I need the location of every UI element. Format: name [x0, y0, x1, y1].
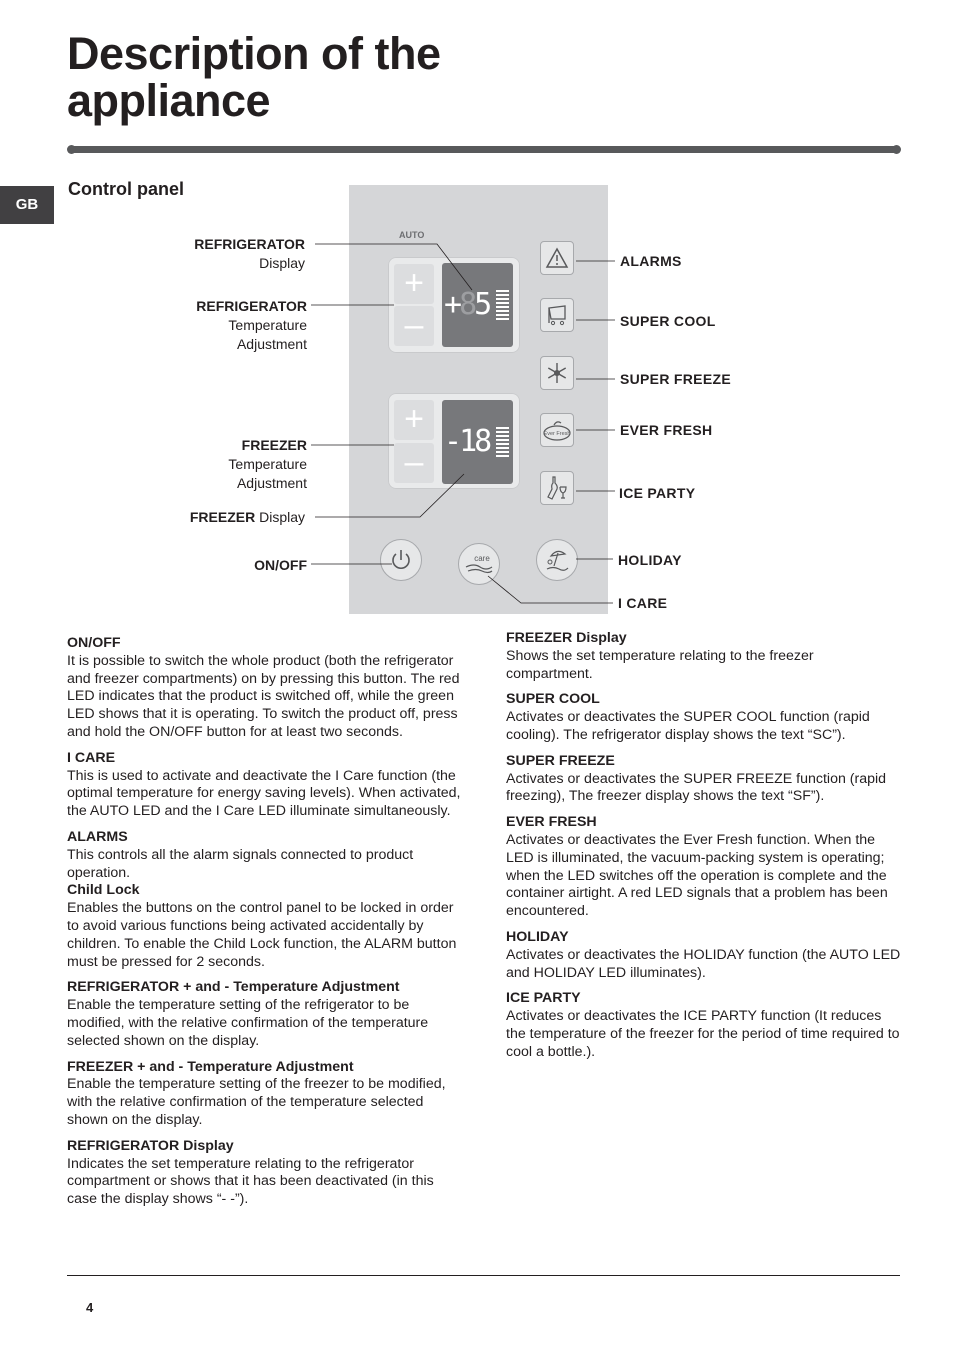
label-refrigerator-display-sub: Display [259, 255, 305, 271]
desc-text: Shows the set temperature relating to the freezer compartment. [506, 647, 814, 682]
label-freezer-display-bold: FREEZER [189, 509, 256, 525]
holiday-button[interactable] [536, 539, 578, 581]
label-refrigerator-temp [196, 297, 307, 354]
refrigerator-plus-button[interactable]: + [394, 264, 434, 304]
desc-block [506, 929, 901, 982]
desc-text: Activates or deactivates the HOLIDAY function (the AUTO LED and HOLIDAY LED illuminates). [506, 946, 901, 981]
desc-heading: EVER FRESH [506, 814, 597, 831]
refrigerator-display-sign: + [444, 287, 460, 322]
freezer-display-readout [444, 424, 490, 459]
i-care-icon-text: care [474, 554, 490, 563]
label-freezer-temp-bold: FREEZER [241, 437, 307, 453]
desc-block [67, 1138, 462, 1209]
label-freezer-temp [228, 436, 307, 493]
label-refrigerator-temp-sub2: Adjustment [236, 336, 307, 352]
i-care-button[interactable] [458, 543, 500, 585]
desc-text: It is possible to switch the whole product (both the refrigerator and freezer compartments) on by pressing this button. The red LED indicates that the product is switched off, while the green LED shows that it is operating. To switch the product off, press and hold the ON/OFF button for at least two seconds. [67, 652, 460, 740]
label-super-freeze: SUPER FREEZE [620, 371, 731, 387]
desc-heading: ICE PARTY [506, 990, 581, 1007]
warning-triangle-icon [545, 247, 569, 269]
title-divider [70, 146, 898, 153]
vacuum-container-icon [542, 418, 572, 442]
desc-heading: REFRIGERATOR Display [67, 1137, 234, 1154]
alarms-button[interactable] [540, 241, 574, 275]
freezer-plus-button[interactable]: + [394, 400, 434, 440]
ever-fresh-button[interactable] [540, 413, 574, 447]
refrigerator-level-bars [496, 290, 509, 322]
desc-heading: FREEZER Display [506, 630, 627, 646]
on-off-button[interactable] [380, 539, 422, 581]
desc-heading: FREEZER + and - Temperature Adjustment [67, 1058, 354, 1075]
desc-heading: SUPER COOL [506, 691, 600, 708]
super-cool-button[interactable] [540, 298, 574, 332]
desc-text: Enable the temperature setting of the refrigerator to be modified, with the relative confirmation of the temperature selected shown on the display. [67, 997, 429, 1049]
bottle-glass-icon [545, 475, 569, 501]
desc-heading: SUPER FREEZE [506, 752, 615, 769]
ice-party-button[interactable] [540, 471, 574, 505]
label-alarms: ALARMS [620, 253, 682, 269]
desc-block [506, 753, 901, 806]
cart-icon [545, 303, 569, 327]
label-freezer-display [190, 508, 305, 527]
left-description-column [67, 635, 462, 1217]
freezer-level-bars [496, 427, 509, 459]
label-refrigerator-temp-bold: REFRIGERATOR [196, 298, 307, 314]
desc-block [67, 750, 462, 821]
label-refrigerator-display-bold: REFRIGERATOR [194, 236, 305, 252]
label-super-cool: SUPER COOL [620, 313, 716, 329]
label-freezer-temp-sub1: Temperature [228, 456, 307, 472]
section-heading: Control panel [68, 179, 184, 199]
desc-text: This controls all the alarm signals connected to product operation. [67, 846, 414, 881]
desc-block [67, 635, 462, 742]
page-title: Description of the appliance [67, 28, 441, 126]
snowflake-icon [545, 361, 569, 385]
freezer-display-value: 18 [459, 424, 490, 459]
desc-block [506, 814, 901, 921]
desc-block [506, 630, 901, 683]
footer-divider [67, 1275, 900, 1276]
refrigerator-display-ghost-digit: 8 [459, 287, 475, 322]
power-icon [388, 547, 414, 573]
label-ever-fresh: EVER FRESH [620, 422, 713, 438]
desc-heading: REFRIGERATOR + and - Temperature Adjustment [67, 979, 400, 996]
label-freezer-display-sub: Display [255, 509, 305, 525]
ever-fresh-icon-text: Ever Fresh [543, 431, 571, 437]
right-description-column [506, 630, 901, 1070]
desc-text: Activates or deactivates the SUPER FREEZE function (rapid freezing), The freezer display shows the text “SF”). [506, 770, 887, 805]
label-on-off: ON/OFF [254, 557, 307, 573]
desc-heading: ALARMS [67, 828, 128, 845]
desc-block [67, 829, 462, 882]
desc-text: Activates or deactivates the ICE PARTY function (It reduces the temperature of the freezer for the period of time required to cool a bottle.). [506, 1008, 900, 1060]
desc-heading: I CARE [67, 749, 116, 766]
desc-block [67, 882, 462, 971]
desc-text: Activates or deactivates the Ever Fresh function. When the LED is illuminated, the vacuum-packing system is operating; when the LED switches off the operation is complete and the container airtight. A red LED signals that a problem has been encountered. [506, 831, 888, 920]
label-ice-party: ICE PARTY [619, 485, 696, 501]
desc-heading: ON/OFF [67, 635, 121, 651]
hand-care-icon [462, 549, 496, 579]
desc-block [67, 1059, 462, 1130]
page-number: 4 [86, 1300, 94, 1315]
desc-block [67, 979, 462, 1050]
beach-umbrella-icon [543, 546, 571, 574]
desc-heading: HOLIDAY [506, 928, 569, 945]
desc-text: Indicates the set temperature relating to the refrigerator compartment or shows that it has been deactivated (in this case the display shows “- -”). [67, 1155, 434, 1208]
desc-text: This is used to activate and deactivate the I Care function (the optimal temperature for energy saving levels). When activated, the AUTO LED and the I Care LED illuminate simultaneously. [67, 767, 461, 820]
label-refrigerator-temp-sub1: Temperature [228, 317, 307, 333]
label-refrigerator-display [194, 235, 305, 273]
label-i-care: I CARE [618, 595, 668, 611]
freezer-display-sign: - [444, 424, 460, 459]
language-tab: GB [0, 186, 54, 224]
desc-heading: Child Lock [67, 882, 140, 899]
freezer-minus-button[interactable]: – [394, 443, 434, 483]
label-freezer-temp-sub2: Adjustment [236, 475, 307, 491]
desc-block [506, 691, 901, 744]
auto-led-label: AUTO [399, 230, 425, 240]
label-holiday: HOLIDAY [618, 552, 682, 568]
desc-block [506, 990, 901, 1061]
super-freeze-button[interactable] [540, 356, 574, 390]
desc-text: Enables the buttons on the control panel to be locked in order to avoid various functions being activated accidentally by children. To enable the Child Lock function, the ALARM button must be pressed for 2 seconds. [67, 900, 457, 970]
refrigerator-display-readout [444, 287, 490, 322]
desc-text: Enable the temperature setting of the freezer to be modified, with the relative confirmation of the temperature selected shown on the display. [67, 1076, 446, 1128]
refrigerator-minus-button[interactable]: – [394, 306, 434, 346]
refrigerator-display-value: 5 [474, 287, 490, 322]
desc-text: Activates or deactivates the SUPER COOL function (rapid cooling). The refrigerator display shows the text “SC”). [506, 709, 870, 743]
